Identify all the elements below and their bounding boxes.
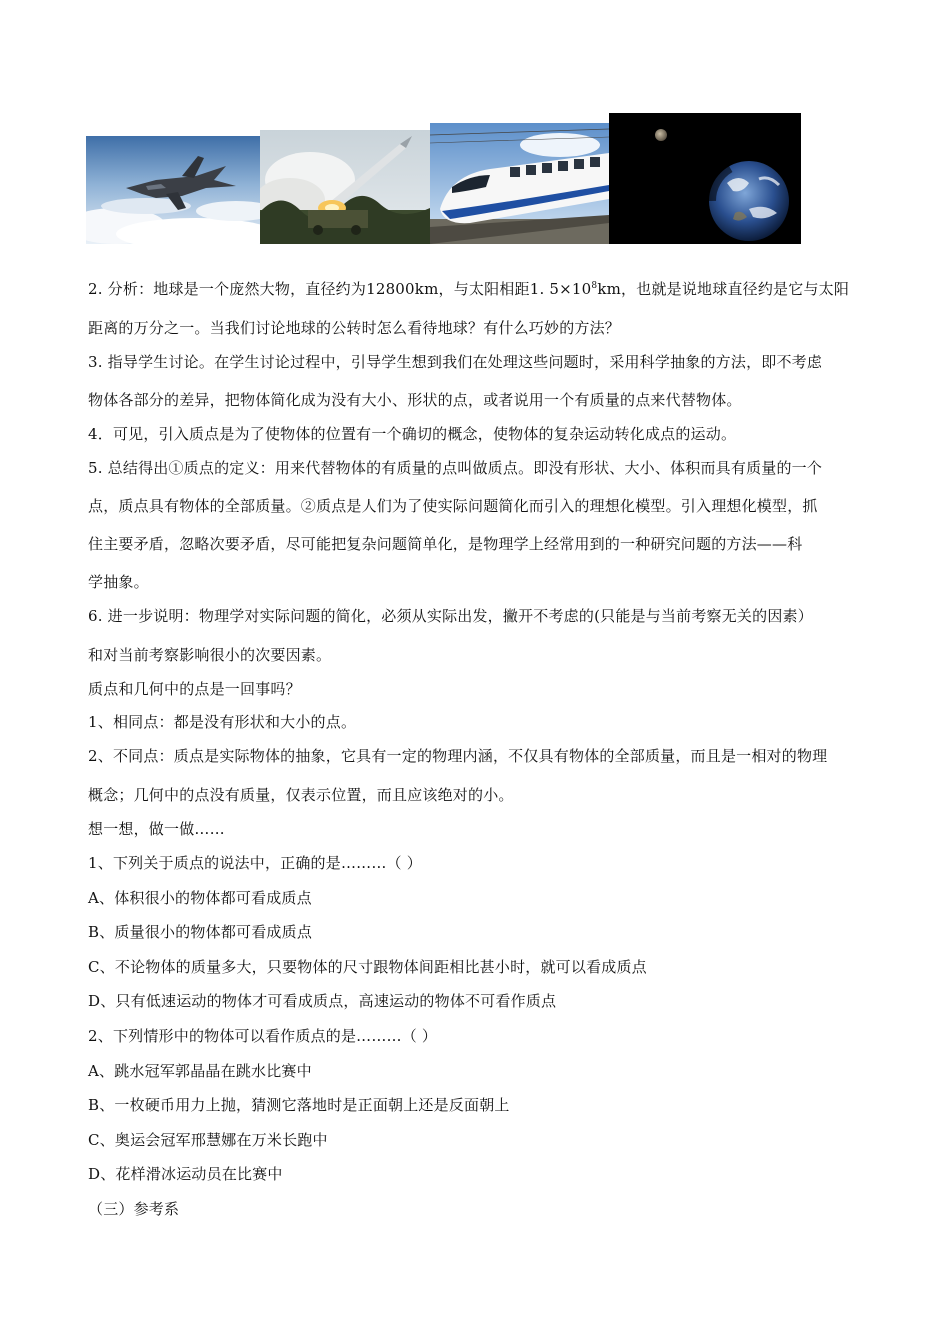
p5-line3: 住主要矛盾，忽略次要矛盾，尽可能把复杂问题简单化，是物理学上经常用到的一种研究问题的方法——科	[88, 535, 803, 553]
high-speed-train-photo	[430, 123, 609, 244]
p2-line1-text-end: km，也就是说地球直径约是它与太阳	[597, 280, 850, 298]
q2-option-c: C、奥运会冠军邢慧娜在万米长跑中	[88, 1131, 328, 1149]
p4-line: 4．可见，引入质点是为了使物体的位置有一个确切的概念，使物体的复杂运动转化成点的运动。	[88, 425, 737, 443]
fighter-jet-photo	[86, 136, 260, 244]
p3-line1: 3. 指导学生讨论。在学生讨论过程中，引导学生想到我们在处理这些问题时，采用科学抽象的方法，即不考虑	[88, 353, 823, 371]
p6-line2: 和对当前考察影响很小的次要因素。	[88, 646, 332, 664]
p2-line2: 距离的万分之一。当我们讨论地球的公转时怎么看待地球？有什么巧妙的方法？	[88, 319, 621, 337]
section-heading: （三）参考系	[88, 1200, 180, 1218]
image-row	[0, 0, 950, 260]
think-heading: 想一想，做一做……	[88, 820, 225, 838]
missile-launch-photo	[260, 130, 430, 244]
p2-line1	[88, 278, 849, 299]
p2-line1-text: 2. 分析：地球是一个庞然大物，直径约为12800km，与太阳相距1. 5×10	[88, 280, 592, 298]
q1-option-c: C、不论物体的质量多大，只要物体的尺寸跟物体间距相比甚小时，就可以看成质点	[88, 958, 647, 976]
p5-line2: 点，质点具有物体的全部质量。②质点是人们为了使实际问题简化而引入的理想化模型。引入理想化模型，抓	[88, 497, 818, 515]
q2-stem: 2、下列情形中的物体可以看作质点的是………（ ）	[88, 1027, 438, 1045]
earth-moon-photo	[609, 113, 801, 244]
diff-line1: 2、不同点：质点是实际物体的抽象，它具有一定的物理内涵，不仅具有物体的全部质量，而且是一相对的物理	[88, 747, 828, 765]
q2-option-a: A、跳水冠军郭晶晶在跳水比赛中	[88, 1062, 312, 1080]
p5-line1: 5. 总结得出①质点的定义：用来代替物体的有质量的点叫做质点。即没有形状、大小、体积而具有质量的一个	[88, 459, 823, 477]
same-point: 1、相同点：都是没有形状和大小的点。	[88, 713, 357, 731]
q1-option-d: D、只有低速运动的物体才可看成质点，高速运动的物体不可看作质点	[88, 992, 557, 1010]
q1-option-a: A、体积很小的物体都可看成质点	[88, 889, 312, 907]
q1-option-b: B、质量很小的物体都可看成质点	[88, 923, 313, 941]
q2-option-b: B、一枚硬币用力上抛，猜测它落地时是正面朝上还是反面朝上	[88, 1096, 510, 1114]
exponent: 8	[591, 281, 598, 291]
p5-line4: 学抽象。	[88, 573, 149, 591]
p6-line1: 6. 进一步说明：物理学对实际问题的简化，必须从实际出发，撇开不考虑的(只能是与当前考察无关的因素）	[88, 607, 813, 625]
diff-line2: 概念；几何中的点没有质量，仅表示位置，而且应该绝对的小。	[88, 786, 514, 804]
p3-line2: 物体各部分的差异，把物体简化成为没有大小、形状的点，或者说用一个有质量的点来代替物体。	[88, 391, 742, 409]
question-point: 质点和几何中的点是一回事吗？	[88, 680, 301, 698]
q1-stem: 1、下列关于质点的说法中，正确的是………（ ）	[88, 854, 422, 872]
q2-option-d: D、花样滑冰运动员在比赛中	[88, 1165, 283, 1183]
